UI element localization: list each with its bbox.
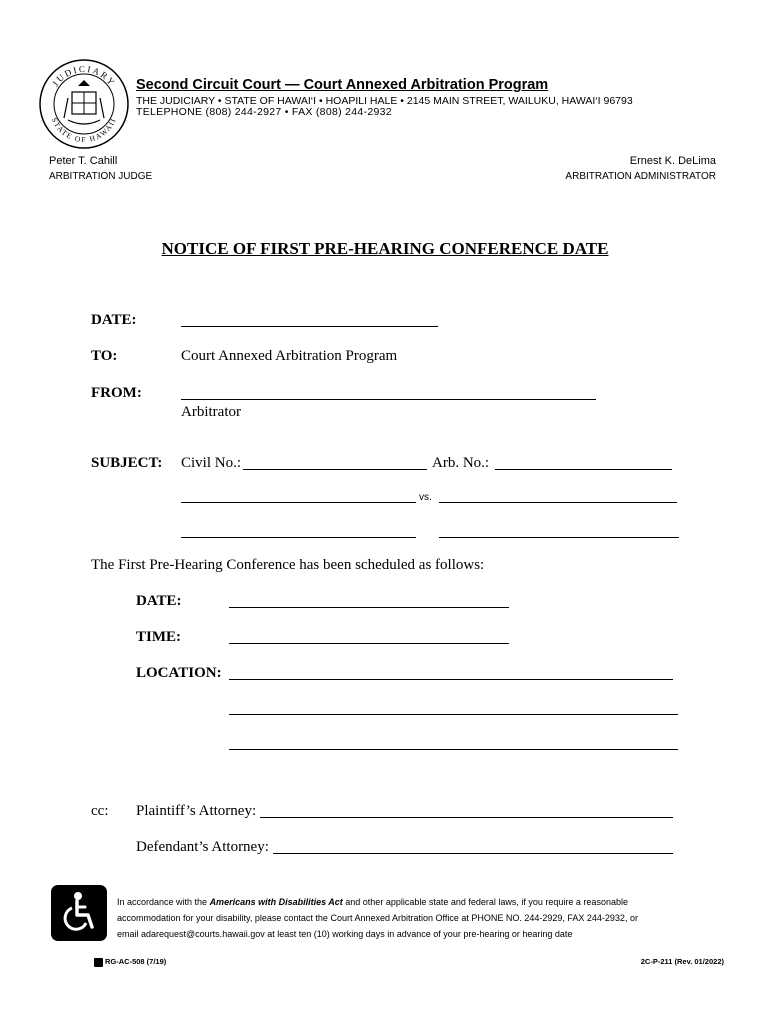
ada-line1-rest: and other applicable state and federal laws, if you require a reasonable (342, 897, 628, 907)
from-caption: Arbitrator (181, 404, 241, 420)
ada-act: Americans with Disabilities Act (209, 897, 343, 907)
wheelchair-icon (51, 885, 107, 941)
revision-code: 2C-P-211 (Rev. 01/2022) (640, 957, 724, 966)
judiciary-seal (38, 58, 130, 150)
location-field-3[interactable] (229, 749, 678, 750)
form-code: RG-AC-508 (7/19) (105, 957, 167, 966)
vs-label: vs. (419, 492, 432, 503)
judge-name: Peter T. Cahill (49, 155, 118, 167)
admin-name: Ernest K. DeLima (629, 155, 716, 167)
to-label: TO: (91, 348, 118, 364)
sched-location-label: LOCATION: (136, 665, 222, 681)
court-title: Second Circuit Court — Court Annexed Arbitration Program (136, 77, 549, 93)
ada-line-3: email adarequest@courts.hawaii.gov at least ten (10) working days in advance of your pre-hearing or hearing date (117, 929, 573, 939)
arb-no-field[interactable] (495, 469, 672, 470)
sched-date-label: DATE: (136, 593, 182, 609)
ada-line-1 (117, 894, 638, 910)
subject-label: SUBJECT: (91, 455, 163, 471)
seal-bottom-text: STATE OF HAWAII (49, 116, 119, 145)
notice-title: NOTICE OF FIRST PRE-HEARING CONFERENCE DATE (161, 239, 609, 258)
defendant-party-field-2[interactable] (439, 537, 679, 538)
civil-label: Civil No.: (181, 455, 242, 471)
from-field[interactable] (181, 399, 596, 400)
svg-text:STATE OF HAWAII (50, 116, 118, 144)
admin-title: ARBITRATION ADMINISTRATOR (565, 171, 716, 182)
scheduled-text: The First Pre-Hearing Conference has been scheduled as follows: (91, 557, 485, 573)
ada-notice (117, 894, 638, 942)
arb-label: Arb. No.: (432, 455, 490, 471)
plaintiff-attorney-label: Plaintiff’s Attorney: (136, 803, 257, 819)
cc-label: cc: (91, 803, 109, 819)
ada-line-2: accommodation for your disability, please contact the Court Annexed Arbitration Office at PHONE NO. 244-2929, FAX 244-2932, or (117, 913, 638, 923)
defendant-attorney-field[interactable] (273, 853, 673, 854)
location-field-2[interactable] (229, 714, 678, 715)
civil-no-field[interactable] (243, 469, 427, 470)
ada-prefix: In accordance with the (117, 897, 210, 907)
court-phone: TELEPHONE (808) 244-2927 • FAX (808) 244-2932 (136, 106, 392, 118)
plaintiff-party-field[interactable] (181, 502, 416, 503)
date-label: DATE: (91, 312, 137, 328)
from-label: FROM: (91, 385, 142, 401)
defendant-party-field[interactable] (439, 502, 677, 503)
sched-time-label: TIME: (136, 629, 181, 645)
judge-title: ARBITRATION JUDGE (49, 171, 153, 182)
location-field-1[interactable] (229, 679, 673, 680)
sched-date-field[interactable] (229, 607, 509, 608)
plaintiff-party-field-2[interactable] (181, 537, 416, 538)
sched-time-field[interactable] (229, 643, 509, 644)
date-field[interactable] (181, 326, 438, 327)
plaintiff-attorney-field[interactable] (260, 817, 673, 818)
court-address: THE JUDICIARY • STATE OF HAWAI‘I • HOAPILI HALE • 2145 MAIN STREET, WAILUKU, HAWAI‘I 96793 (136, 95, 633, 107)
defendant-attorney-label: Defendant’s Attorney: (136, 839, 269, 855)
seal-top-text: JUDICIARY (50, 63, 118, 89)
small-wheelchair-icon (94, 958, 103, 967)
to-value: Court Annexed Arbitration Program (181, 348, 398, 364)
